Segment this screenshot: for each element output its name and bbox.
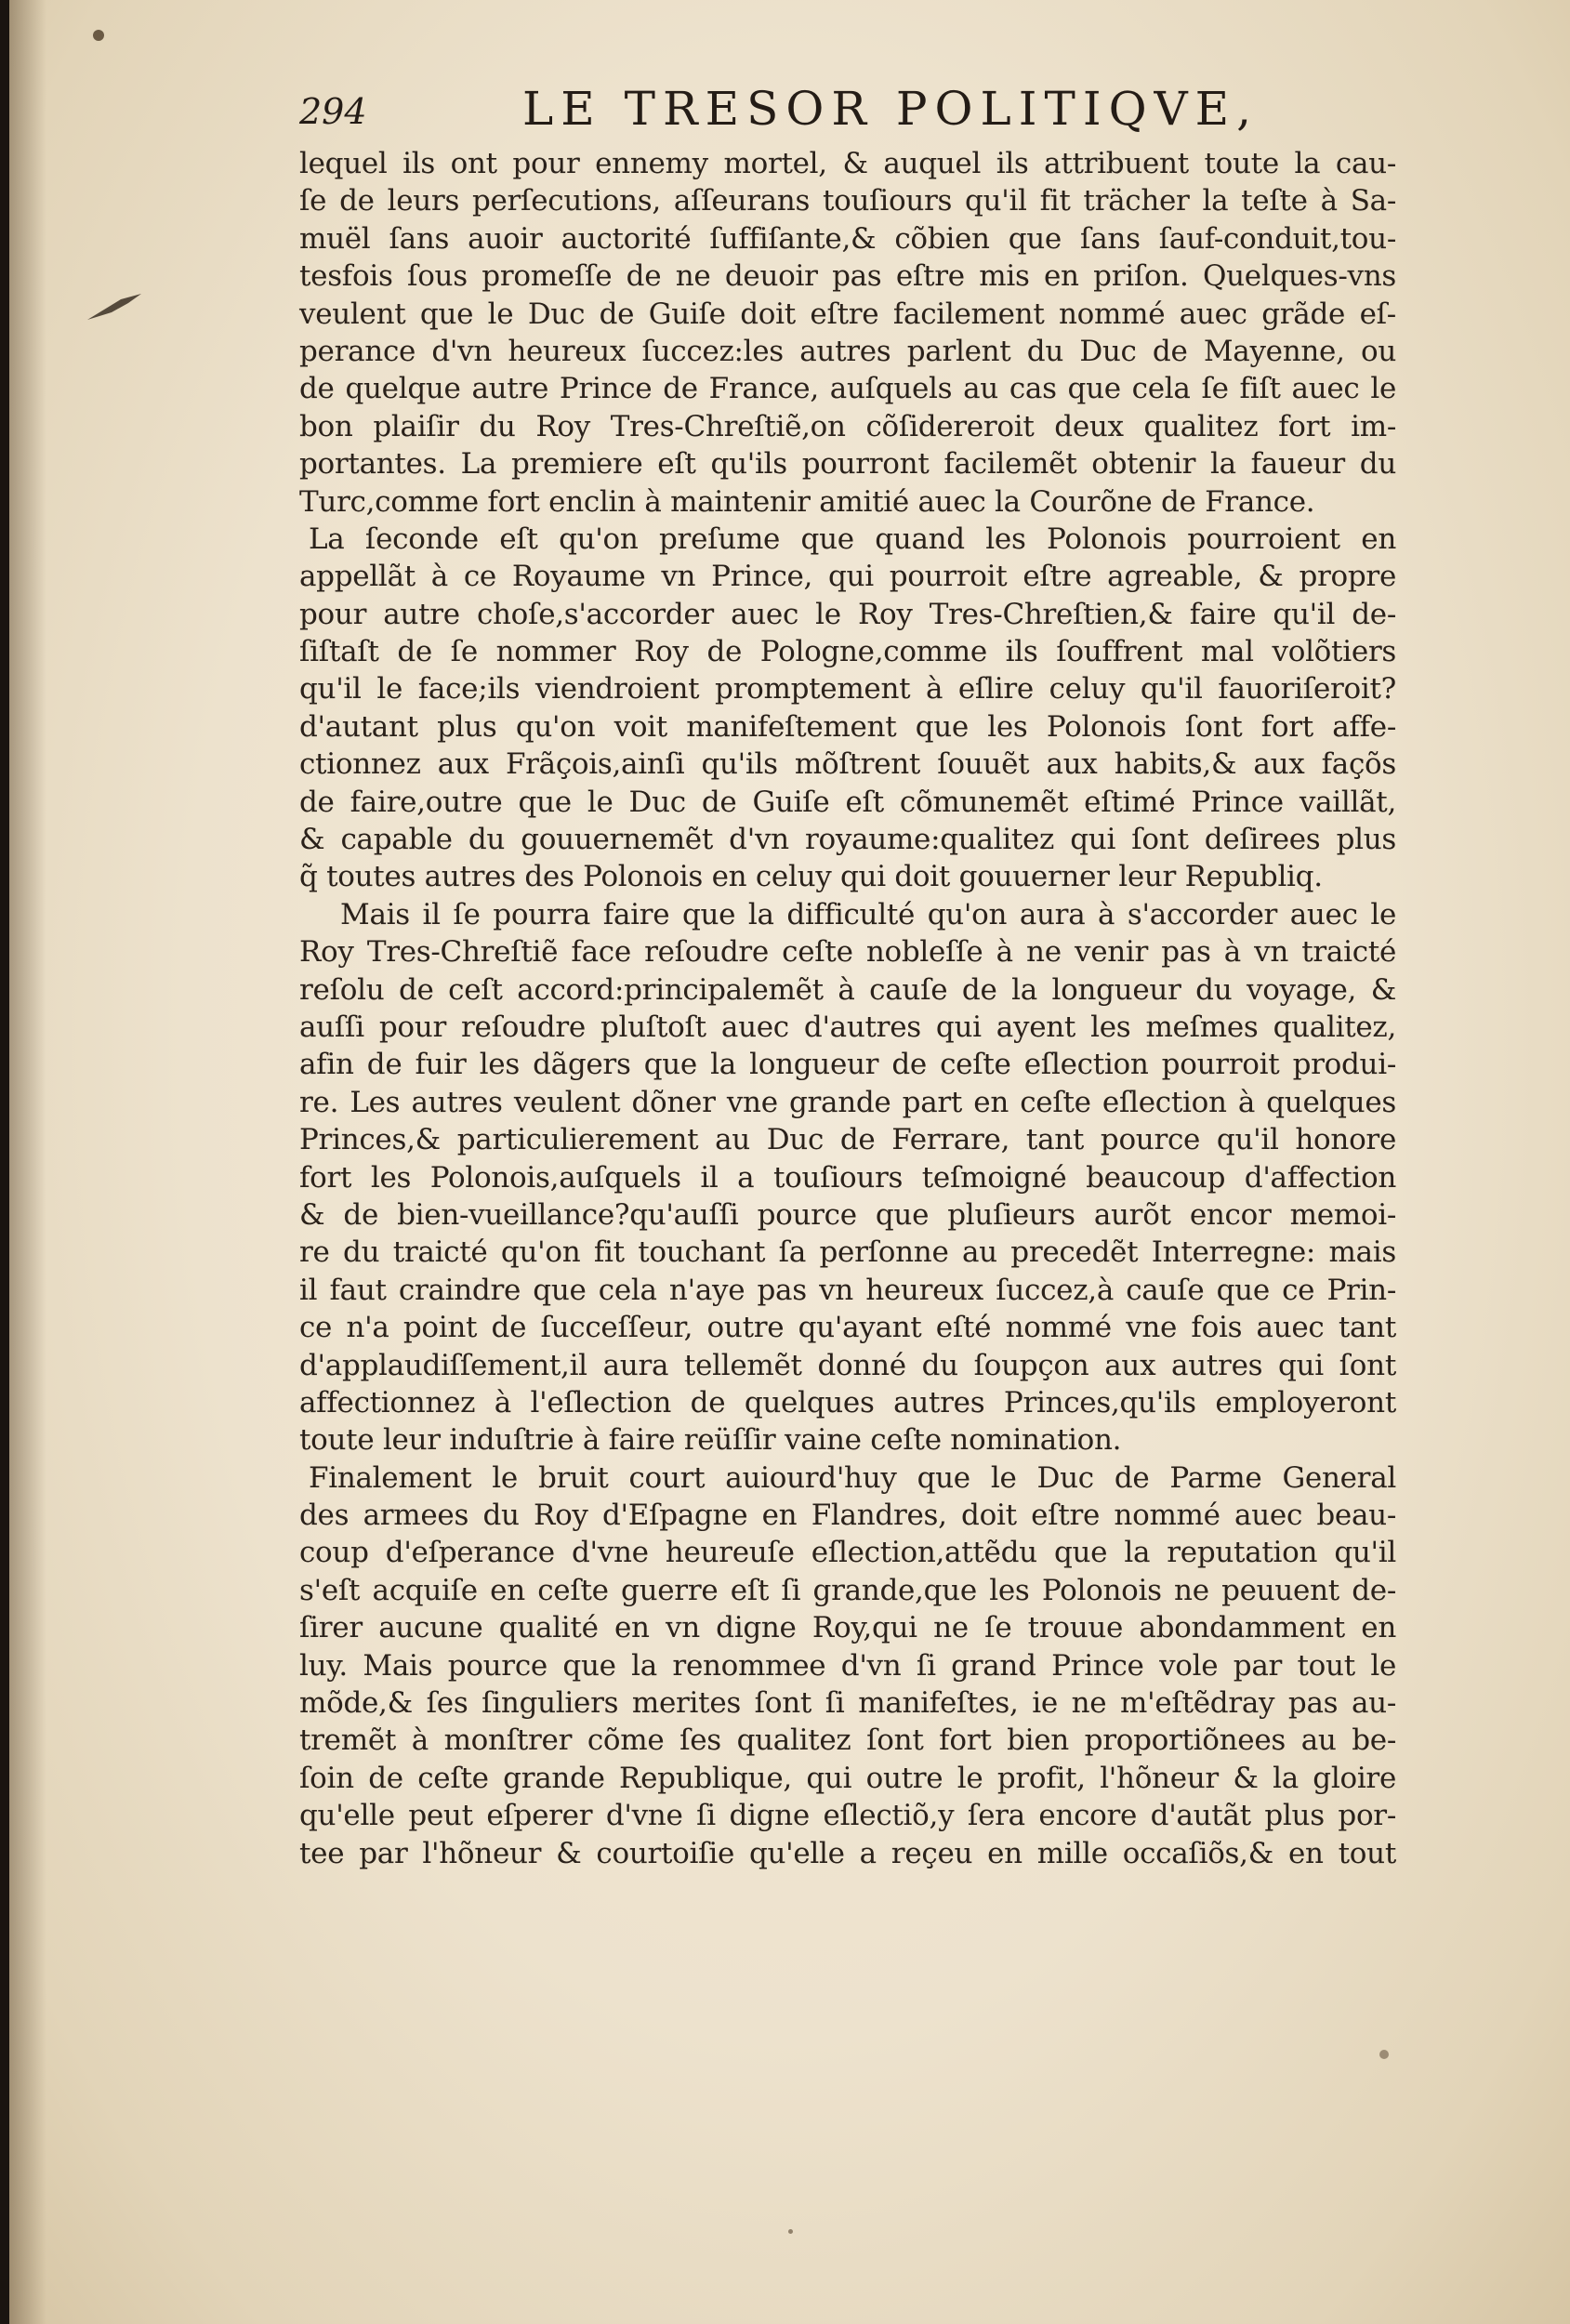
text-line: lequel ils ont pour ennemy mortel, & auquel ils attribuent toute la cau- — [299, 147, 1396, 180]
text-line: Princes,& particulierement au Duc de Ferrare, tant pource qu'il honore — [299, 1123, 1396, 1157]
text-line: ſe de leurs perſecutions, aſſeurans touſiours qu'il fit trächer la teſte à Sa- — [299, 184, 1396, 218]
text-line: & capable du gouuernemẽt d'vn royaume:qualitez qui ſont deſirees plus — [299, 823, 1396, 857]
ink-spot — [93, 30, 104, 41]
text-line: d'applaudiſſement,il aura tellemẽt donné du ſoupçon aux autres qui ſont — [299, 1348, 1396, 1382]
text-line: ſoin de ceſte grande Republique, qui outre le profit, l'hõneur & la gloire — [299, 1761, 1396, 1795]
ink-spot — [1379, 2050, 1389, 2059]
text-line: coup d'eſperance d'vne heureuſe eſlection,attẽdu que la reputation qu'il — [299, 1536, 1396, 1570]
running-title: LE TRESOR POLITIQVE, — [522, 82, 1260, 136]
ink-spot — [788, 2229, 793, 2234]
text-line: ce n'a point de ſucceſſeur, outre qu'ayant eſté nommé vne fois auec tant — [299, 1311, 1396, 1345]
text-line: s'eſt acquiſe en ceſte guerre eſt ſi grande,que les Polonois ne peuuent de- — [299, 1573, 1396, 1607]
text-line: Roy Tres-Chreſtiẽ face reſoudre ceſte nobleſſe à ne venir pas à vn traicté — [299, 935, 1396, 970]
text-line: tremẽt à monſtrer cõme ſes qualitez ſont fort bien proportiõnees au be- — [299, 1723, 1396, 1758]
text-line: Turc,comme fort enclin à maintenir amitié auec la Courõne de France. — [299, 484, 1315, 519]
text-line: q̃ toutes autres des Polonois en celuy qui doit gouuerner leur Republiq. — [299, 860, 1323, 894]
text-line: mõde,& ſes ſinguliers merites ſont ſi manifeſtes, ie ne m'eſtẽdray pas au- — [299, 1686, 1396, 1721]
text-line: luy. Mais pource que la renommee d'vn ſi grand Prince vole par tout le — [299, 1648, 1396, 1683]
text-line: de quelque autre Prince de France, auſquels au cas que cela ſe fiſt auec le — [299, 372, 1396, 406]
text-line: tesfois ſous promeſſe de ne deuoir pas eſtre mis en priſon. Quelques-vns — [299, 259, 1396, 294]
paragraph-start-line: Finalement le bruit court auiourd'huy que le Duc de Parme General — [309, 1460, 1396, 1495]
text-line: qu'il le face;ils viendroient promptement à eſlire celuy qu'il fauoriſeroit? — [299, 672, 1396, 706]
running-head — [299, 82, 1415, 138]
text-line: de faire,outre que le Duc de Guiſe eſt cõmunemẽt eſtimé Prince vaillãt, — [299, 785, 1396, 819]
paragraph-start-line: Mais il ſe pourra faire que la difficulté qu'on aura à s'accorder auec le — [340, 897, 1396, 931]
text-line: auſſi pour reſoudre pluſtoſt auec d'autres qui ayent les meſmes qualitez, — [299, 1010, 1396, 1044]
body-text — [299, 145, 1396, 1872]
page-number: 294 — [299, 91, 367, 132]
text-line: ctionnez aux Frãçois,ainſi qu'ils mõſtrent ſouuẽt aux habits,& aux façõs — [299, 747, 1396, 782]
text-line: qu'elle peut eſperer d'vne ſi digne eſlectiõ,y ſera encore d'autãt plus por- — [299, 1799, 1396, 1833]
text-line: d'autant plus qu'on voit manifeſtement que les Polonois ſont fort affe- — [299, 709, 1396, 744]
text-line: tee par l'hõneur & courtoiſie qu'elle a reçeu en mille occaſiõs,& en tout — [299, 1836, 1396, 1870]
book-page — [9, 0, 1570, 2324]
text-line: ſiſtaſt de ſe nommer Roy de Pologne,comme ils ſouffrent mal volõtiers — [299, 635, 1396, 669]
text-line: appellãt à ce Royaume vn Prince, qui pourroit eſtre agreable, & propre — [299, 560, 1396, 594]
text-line: pour autre choſe,s'accorder auec le Roy Tres-Chreſtien,& faire qu'il de- — [299, 597, 1396, 631]
text-line: portantes. La premiere eſt qu'ils pourront facilemẽt obtenir la faueur du — [299, 447, 1396, 482]
page-edge-shadow — [9, 0, 46, 2324]
text-line: des armees du Roy d'Eſpagne en Flandres, doit eſtre nommé auec beau- — [299, 1499, 1396, 1533]
text-line: muël ſans auoir auctorité ſuffiſante,& cõbien que ſans ſauf-conduit,tou- — [299, 221, 1396, 256]
text-line: ſirer aucune qualité en vn digne Roy,qui ne ſe trouue abondamment en — [299, 1611, 1396, 1645]
text-line: re du traicté qu'on fit touchant ſa perſonne au precedẽt Interregne: mais — [299, 1235, 1396, 1270]
text-line: & de bien-vueillance?qu'auſſi pource que pluſieurs aurõt encor memoi- — [299, 1197, 1396, 1232]
text-line: il faut craindre que cela n'aye pas vn heureux ſuccez,à cauſe que ce Prin- — [299, 1273, 1396, 1307]
text-line: toute leur induſtrie à faire reüſſir vaine ceſte nomination. — [299, 1423, 1122, 1458]
text-line: bon plaiſir du Roy Tres-Chreſtiẽ,on cõſidereroit deux qualitez fort im- — [299, 409, 1396, 443]
ink-stroke-mark — [84, 288, 149, 325]
text-line: perance d'vn heureux ſuccez:les autres parlent du Duc de Mayenne, ou — [299, 334, 1396, 368]
paragraph-start-line: La ſeconde eſt qu'on preſume que quand les Polonois pourroient en — [309, 522, 1396, 556]
text-line: re. Les autres veulent dõner vne grande part en ceſte eſlection à quelques — [299, 1085, 1396, 1119]
text-line: afin de fuir les dãgers que la longueur de ceſte eſlection pourroit produi- — [299, 1048, 1396, 1082]
text-line: reſolu de ceſt accord:principalemẽt à cauſe de la longueur du voyage, & — [299, 972, 1396, 1007]
text-line: affectionnez à l'eſlection de quelques autres Princes,qu'ils employeront — [299, 1385, 1396, 1419]
text-line: fort les Polonois,auſquels il a touſiours teſmoigné beaucoup d'affection — [299, 1160, 1396, 1195]
text-line: veulent que le Duc de Guiſe doit eſtre facilement nommé auec grãde eſ- — [299, 297, 1396, 331]
